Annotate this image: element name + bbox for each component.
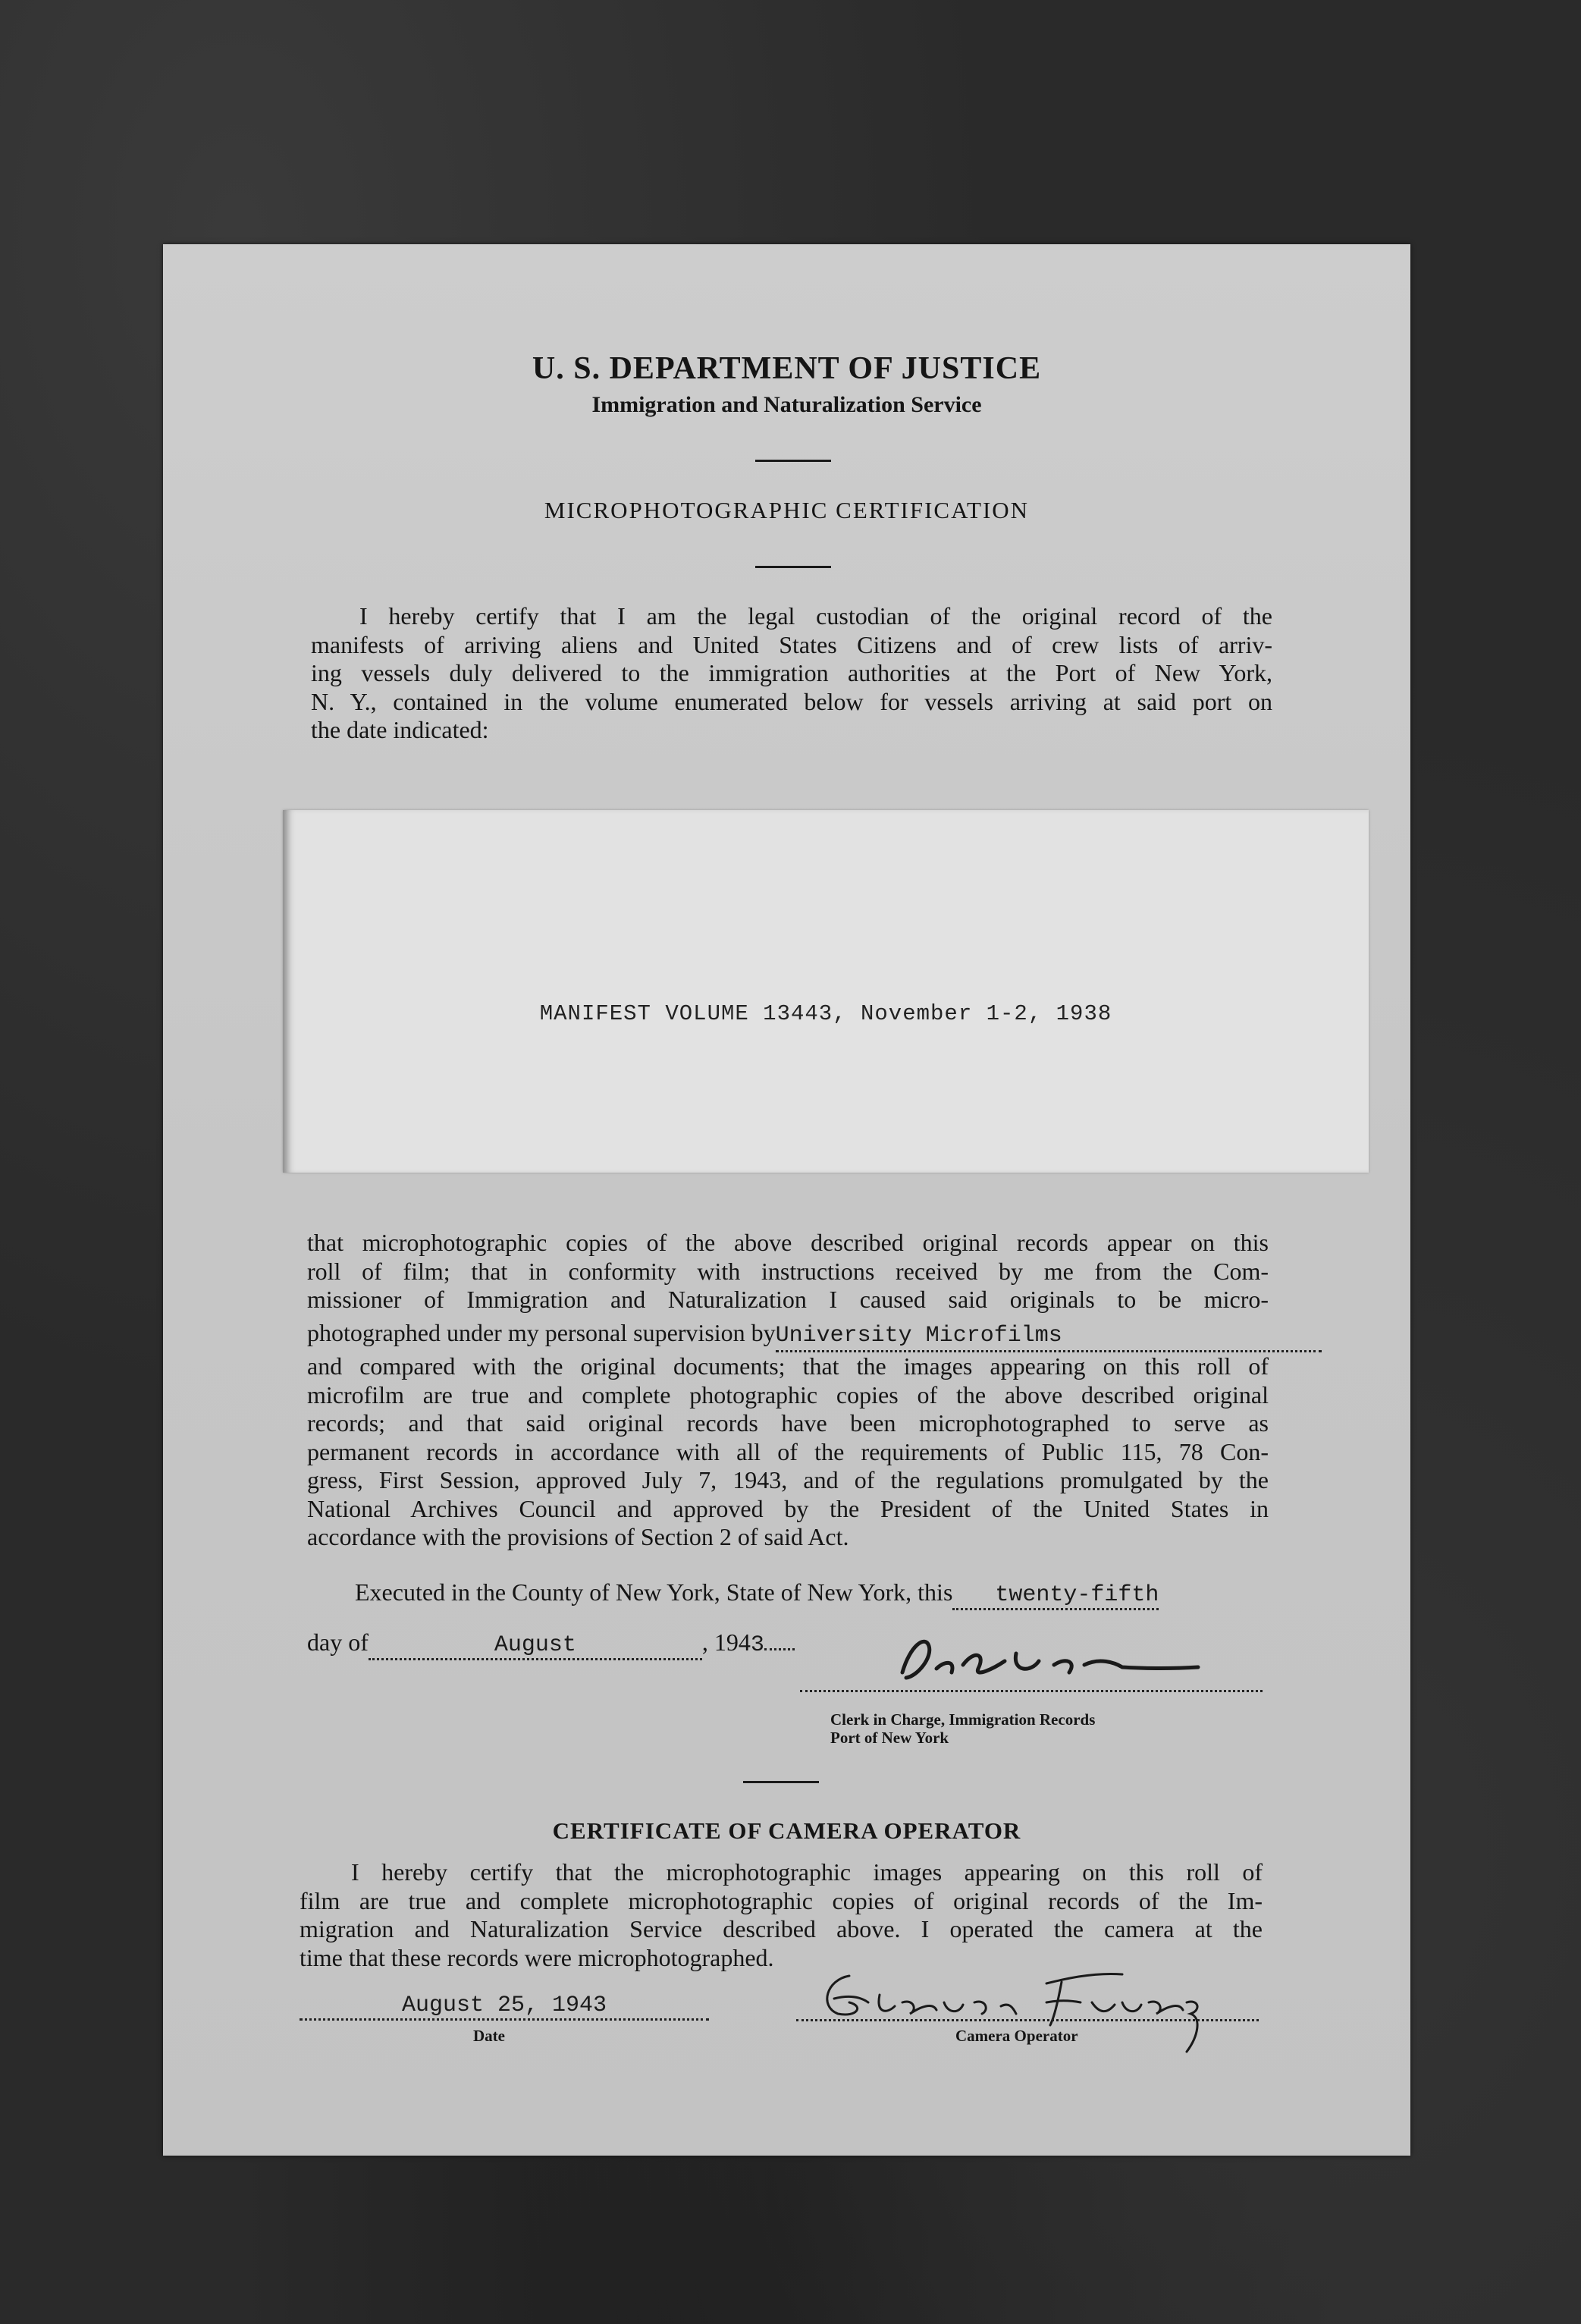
- body-line: and compared with the original documents; that the images appearing on this roll of: [307, 1352, 1269, 1380]
- executed-prefix: Executed in the County of New York, State of New York, this: [355, 1578, 953, 1606]
- body-paragraph: [307, 1229, 1269, 1552]
- service-subtitle: Immigration and Naturalization Service: [591, 392, 982, 417]
- month-field: [369, 1628, 702, 1660]
- body-line: National Archives Council and approved by the President of the United States in: [307, 1494, 1269, 1522]
- day-of-label: day of: [307, 1628, 369, 1656]
- year-prefix: , 194: [701, 1628, 751, 1656]
- executed-line: [355, 1578, 1159, 1610]
- operator-label: Camera Operator: [955, 2027, 1078, 2045]
- year-field-dots: [764, 1648, 795, 1650]
- operator-line: migration and Naturalization Service described above. I operated the camera at the: [300, 1915, 1263, 1942]
- body-line-supervision: [307, 1319, 1269, 1353]
- operator-section-title: CERTIFICATE OF CAMERA OPERATOR: [552, 1817, 1021, 1844]
- body-line: gress, First Session, approved July 7, 1943, and of the regulations promulgated by the: [307, 1466, 1269, 1493]
- body-line: that microphotographic copies of the above described original records appear on this: [307, 1229, 1269, 1256]
- operator-date-value: August 25, 1943: [401, 1993, 607, 2018]
- clerk-title: [830, 1710, 1095, 1747]
- body-line: roll of film; that in conformity with instructions received by me from the Com-: [307, 1257, 1269, 1285]
- operator-line: film are true and complete microphotographic copies of original records of the Im-: [300, 1886, 1263, 1914]
- body-line: accordance with the provisions of Section 2 of said Act.: [307, 1523, 849, 1550]
- agency-title: U. S. DEPARTMENT OF JUSTICE: [532, 351, 1042, 386]
- day-value: twenty-fifth: [995, 1582, 1159, 1608]
- intro-line: ing vessels duly delivered to the immigration authorities at the Port of New York,: [311, 659, 1272, 686]
- operator-date-label: Date: [473, 2027, 505, 2045]
- clerk-title-line1: Clerk in Charge, Immigration Records: [830, 1710, 1096, 1729]
- supervision-prefix: photographed under my personal supervision by: [307, 1318, 776, 1346]
- clerk-title-line2: Port of New York: [830, 1729, 949, 1747]
- header-rule-2: [755, 566, 831, 568]
- clerk-signature-icon: [872, 1631, 1213, 1691]
- operator-line: I hereby certify that the microphotographic images appearing on this roll of: [351, 1858, 1263, 1886]
- operator-paragraph: [300, 1858, 1263, 1972]
- section-rule: [743, 1781, 819, 1783]
- intro-paragraph: [311, 602, 1272, 745]
- intro-line: manifests of arriving aliens and United States Citizens and of crew lists of arriv-: [311, 630, 1272, 658]
- body-line: permanent records in accordance with all of the requirements of Public 115, 78 Con-: [307, 1437, 1269, 1465]
- supervisor-field: [776, 1319, 1322, 1353]
- intro-line: I hereby certify that I am the legal custodian of the original record of the: [359, 602, 1272, 630]
- clerk-signature-line: [800, 1690, 1263, 1692]
- manifest-volume-label: MANIFEST VOLUME 13443, November 1-2, 1938: [539, 1001, 1112, 1026]
- operator-date-field: [300, 1993, 709, 2021]
- body-line: missioner of Immigration and Naturalization I caused said originals to be micro-: [307, 1286, 1269, 1313]
- day-of-line: [307, 1628, 795, 1660]
- supervisor-value: University Microfilms: [775, 1322, 1062, 1349]
- body-line: microfilm are true and complete photographic copies of the above described original: [307, 1380, 1269, 1409]
- month-value: August: [494, 1632, 576, 1658]
- certification-title: MICROPHOTOGRAPHIC CERTIFICATION: [544, 497, 1030, 523]
- operator-signature-line: [796, 2019, 1259, 2021]
- manifest-label-card: [283, 810, 1369, 1173]
- body-line: records; and that said original records have been microphotographed to serve as: [307, 1409, 1269, 1437]
- day-field: [952, 1578, 1159, 1610]
- intro-line: N. Y., contained in the volume enumerated below for vessels arriving at said port on: [311, 687, 1272, 715]
- intro-line: the date indicated:: [311, 716, 489, 743]
- year-value: 3: [750, 1632, 764, 1658]
- header-rule-1: [755, 460, 831, 462]
- operator-line: time that these records were microphotographed.: [300, 1943, 774, 1971]
